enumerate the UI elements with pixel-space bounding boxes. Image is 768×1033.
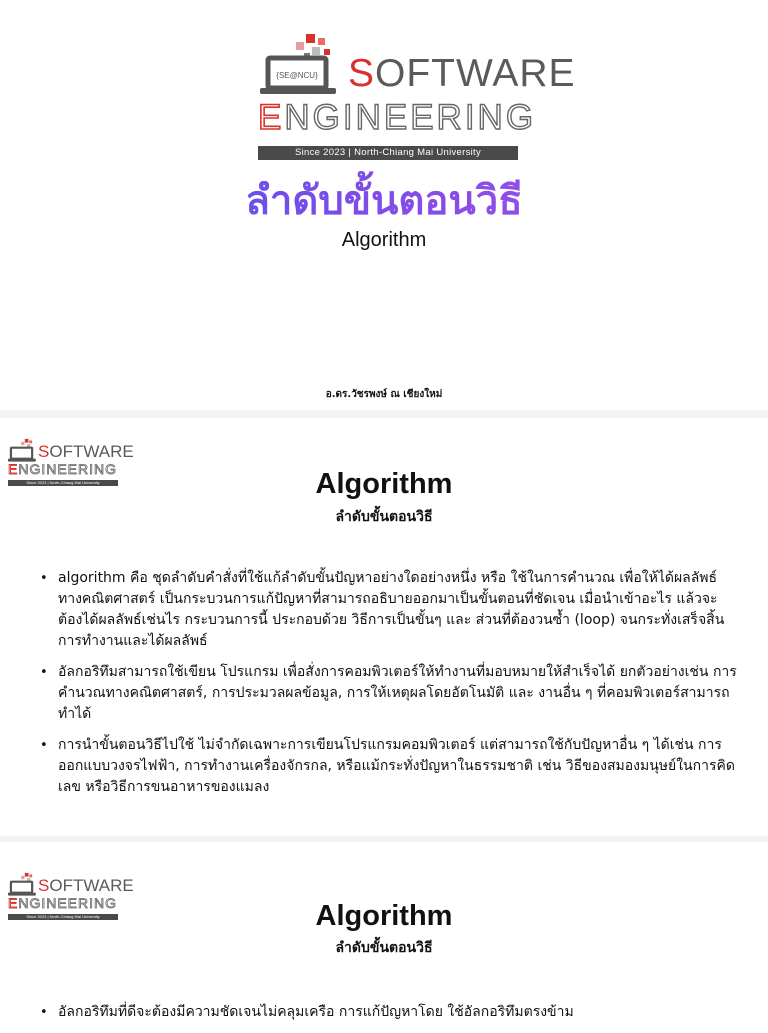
- svg-text:{SE@NCU}: {SE@NCU}: [276, 71, 318, 80]
- software-engineering-logo: [254, 22, 576, 158]
- title-slide: [0, 0, 768, 410]
- slide-subtitle: Algorithm: [341, 229, 427, 251]
- logo-software-text: SOFTWARE: [38, 876, 134, 895]
- logo-tagline: Since 2023 | North-Chiang Mai University: [8, 480, 118, 486]
- list-item: • การนำขั้นตอนวิธีไปใช้ ไม่จำกัดเฉพาะการเขียนโปรแกรมคอมพิวเตอร์ แต่สามารถใช้กับปัญหาอื่น ๆ ได้เช่น การออกแบบวงจรไฟฟ้า, การทำงานเครื่องจักรกล, หรือแม้กระทั่งปัญหาในธรรมชาติ เช่น วิธีของสมองมนุษย์ในการคิดเลข หรือวิธีการขนอาหารของแมลง: [40, 735, 740, 798]
- laptop-logo-icon: [260, 34, 342, 100]
- logo-tagline: Since 2023 | North-Chiang Mai University: [258, 146, 518, 160]
- logo-engineering-text: ENGINEERING: [8, 461, 118, 477]
- slide-subheading: ลำดับขั้นตอนวิธี: [335, 509, 433, 525]
- slide-divider: [0, 410, 768, 418]
- bullet-list: [40, 1002, 740, 1033]
- slide-title-thai: ลำดับขั้นตอนวิธี: [0, 168, 768, 232]
- slide-heading: Algorithm: [315, 900, 453, 932]
- logo-software-text: SOFTWARE: [348, 52, 576, 95]
- logo-software-text: SOFTWARE: [38, 442, 134, 461]
- bullet-list: [40, 568, 740, 808]
- content-slide: [0, 842, 768, 1024]
- slide-heading: Algorithm: [315, 468, 453, 500]
- logo-tagline: Since 2023 | North-Chiang Mai University: [8, 914, 118, 920]
- list-item: • algorithm คือ ชุดลำดับคำสั่งที่ใช้แก้ลำดับขั้นปัญหาอย่างใดอย่างหนึ่ง หรือ ใช้ในการคำนวณ เพื่อให้ได้ผลลัพธ์ทางคณิตศาสตร์ เป็นกระบวนการแก้ปัญหาที่สามารถอธิบายออกมาเป็นขั้นตอนที่ชัดเจน เมื่อนำเข้าอะไร แล้วจะต้องได้ผลลัพธ์เช่นไร กระบวนการนี้ ประกอบด้วย วิธีการเป็นขั้นๆ และ ส่วนที่ต้องวนซ้ำ (loop) จนกระทั่งเสร็จสิ้นการทำงานและได้ผลลัพธ์: [40, 568, 740, 652]
- content-slide: [0, 418, 768, 836]
- list-item: • อัลกอริทึมที่ดีจะต้องมีความชัดเจนไม่คลุมเครือ การแก้ปัญหาโดย ใช้อัลกอริทึมตรงข้าม: [40, 1002, 740, 1023]
- logo-engineering-text: ENGINEERING: [8, 895, 118, 911]
- author-name: อ.ดร.วัชรพงษ์ ณ เชียงใหม่: [325, 389, 443, 400]
- slide-subheading: ลำดับขั้นตอนวิธี: [335, 940, 433, 956]
- list-item: • อัลกอริทึมสามารถใช้เขียน โปรแกรม เพื่อสั่งการคอมพิวเตอร์ให้ทำงานที่มอบหมายให้สำเร็จได้ ยกตัวอย่างเช่น การคำนวณทางคณิตศาสตร์, การประมวลผลข้อมูล, การให้เหตุผลโดยอัตโนมัติ และ งานอื่น ๆ ที่คอมพิวเตอร์สามารถทำได้: [40, 662, 740, 725]
- logo-engineering-text: ENGINEERING: [258, 98, 537, 137]
